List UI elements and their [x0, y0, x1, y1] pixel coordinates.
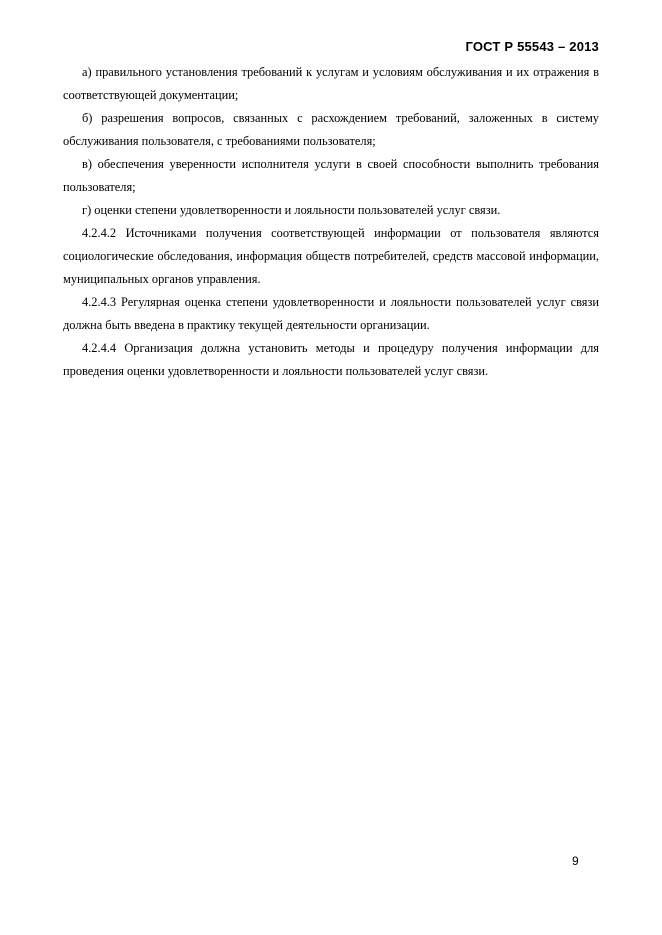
page-number: 9 — [572, 854, 579, 868]
list-item-c: в) обеспечения уверенности исполнителя услуги в своей способности выполнить требования пользователя; — [63, 157, 599, 194]
list-item-a: а) правильного установления требований к услугам и условиям обслуживания и их отражения в соответствующей документации; — [63, 65, 599, 102]
clause-4-2-4-3: 4.2.4.3 Регулярная оценка степени удовлетворенности и лояльности пользователей услуг связи должна быть введена в практику текущей деятельности организации. — [63, 295, 599, 332]
clause-4-2-4-4: 4.2.4.4 Организация должна установить методы и процедуру получения информации для проведения оценки удовлетворенности и лояльности пользователей услуг связи. — [63, 341, 599, 378]
clause-4-2-4-2: 4.2.4.2 Источниками получения соответствующей информации от пользователя являются социологические обследования, информация обществ потребителей, средств массовой информации, муниципальных органов управления. — [63, 226, 599, 286]
list-item-b: б) разрешения вопросов, связанных с расхождением требований, заложенных в систему обслуживания пользователя, с требованиями пользователя; — [63, 111, 599, 148]
document-header: ГОСТ Р 55543 – 2013 — [465, 39, 599, 54]
list-item-d: г) оценки степени удовлетворенности и лояльности пользователей услуг связи. — [82, 203, 501, 217]
document-body — [63, 61, 599, 383]
